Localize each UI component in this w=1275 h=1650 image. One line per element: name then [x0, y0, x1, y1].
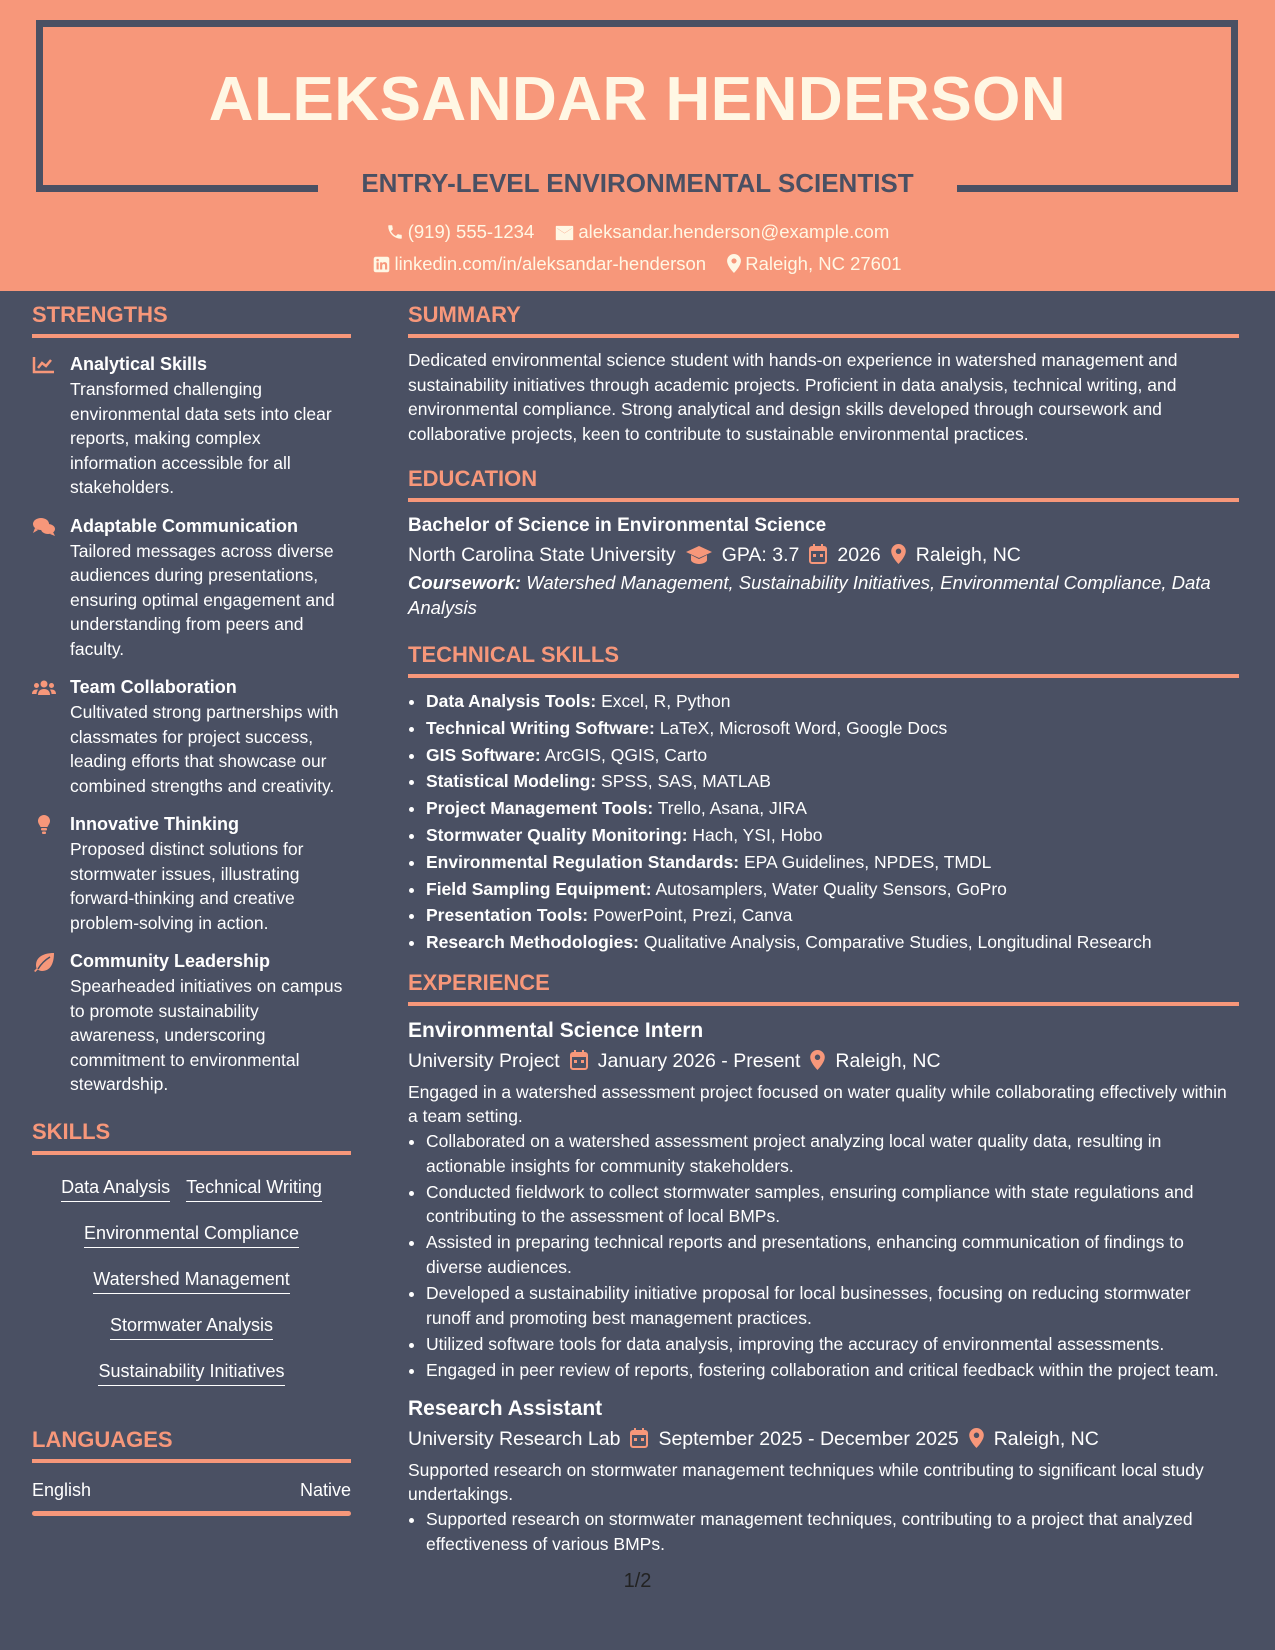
coursework: [408, 570, 1239, 620]
strength-title: Adaptable Communication: [70, 515, 299, 536]
phone-icon: [386, 223, 404, 241]
strength-desc: Transformed challenging environmental data sets into clear reports, making complex information accessible for all stakeholders.: [70, 379, 332, 497]
job-summary: Supported research on stormwater management techniques while contributing to significant local study undertakings.: [408, 1459, 1204, 1505]
phone-text: (919) 555-1234: [407, 221, 535, 242]
coursework-list: Watershed Management, Sustainability Initiatives, Environmental Compliance, Data Analysis: [408, 572, 1211, 618]
skill-label: Presentation Tools:: [426, 905, 589, 926]
linkedin-text: linkedin.com/in/aleksandar-henderson: [394, 253, 707, 274]
skill-value: Trello, Asana, JIRA: [657, 798, 807, 819]
list-item: [426, 876, 1239, 903]
skill-tag: Data Analysis: [61, 1175, 170, 1202]
job-position: Environmental Science Intern: [408, 1018, 704, 1042]
list-item: [426, 849, 1239, 876]
skill-value: LaTeX, Microsoft Word, Google Docs: [659, 717, 948, 738]
skill-label: GIS Software:: [426, 744, 541, 765]
skills-heading: SKILLS: [32, 1117, 351, 1155]
page-number: 1/2: [623, 1570, 652, 1592]
strength-item: [32, 514, 351, 662]
strength-item: [32, 949, 351, 1097]
strength-title: Innovative Thinking: [70, 814, 240, 834]
skill-value: SPSS, SAS, MATLAB: [601, 771, 771, 792]
skill-label: Field Sampling Equipment:: [426, 878, 652, 899]
language-name: English: [32, 1479, 92, 1500]
languages-heading: LANGUAGES: [32, 1425, 351, 1463]
skill-value: PowerPoint, Prezi, Canva: [592, 905, 793, 926]
contact-row: [0, 219, 1275, 245]
users-icon: [32, 678, 56, 698]
envelope-icon: [555, 225, 574, 241]
right-column: [408, 300, 1239, 1558]
strengths-heading: STRENGTHS: [32, 300, 351, 338]
calendar-icon: [570, 1050, 588, 1070]
left-column: [32, 300, 351, 1516]
list-item: [426, 688, 1239, 715]
skill-tag: Sustainability Initiatives: [98, 1359, 284, 1386]
skill-value: Qualitative Analysis, Comparative Studies, Longitudinal Research: [643, 932, 1152, 953]
list-item: [426, 715, 1239, 742]
language-level: Native: [299, 1479, 351, 1500]
job-meta: [408, 1046, 1239, 1076]
job-summary: Engaged in a watershed assessment project focused on water quality while collaborating effectively within a team setting.: [408, 1081, 1227, 1127]
skill-tag: Environmental Compliance: [84, 1221, 299, 1248]
list-item: [426, 795, 1239, 822]
coursework-label: Coursework:: [408, 572, 522, 593]
list-item: • Collaborated on a watershed assessment project analyzing local water quality data, resulting in actionable insights for community stakeholders.: [426, 1129, 1239, 1178]
contact-row-2: [0, 251, 1275, 277]
strength-item: [32, 675, 351, 798]
strength-title: Team Collaboration: [70, 677, 237, 697]
language-row: [32, 1473, 351, 1503]
job-dates: January 2026 - Present: [597, 1049, 801, 1072]
job-bullets: [408, 1507, 1239, 1556]
skill-label: Environmental Regulation Standards:: [426, 851, 740, 872]
skill-label: Technical Writing Software:: [426, 717, 655, 738]
strength-desc: Cultivated strong partnerships with classmates for project success, leading efforts that showcase our combined strengths and creativity.: [70, 702, 339, 796]
school-location: Raleigh, NC: [915, 544, 1021, 566]
list-item: • Utilized software tools for data analysis, improving the accuracy of environmental assessments.: [426, 1332, 1239, 1357]
skill-label: Research Methodologies:: [426, 932, 639, 953]
strength-desc: Tailored messages across diverse audiences during presentations, ensuring optimal engagement and understanding from peers and faculty.: [70, 540, 335, 659]
list-item: • Developed a sustainability initiative proposal for local businesses, focusing on reducing stormwater runoff and promoting best management practices.: [426, 1281, 1239, 1330]
education-heading: EDUCATION: [408, 464, 1239, 502]
skill-value: ArcGIS, QGIS, Carto: [544, 744, 708, 765]
list-item: [426, 902, 1239, 929]
education-meta: [408, 540, 1239, 570]
email-text: aleksandar.henderson@example.com: [578, 221, 890, 242]
job-location: Raleigh, NC: [993, 1427, 1099, 1450]
location-contact: [727, 251, 901, 277]
linkedin-icon: [373, 256, 390, 273]
calendar-icon: [630, 1428, 648, 1448]
strength-item: [32, 812, 351, 935]
skill-value: Excel, R, Python: [601, 691, 731, 711]
skills-list: [32, 1165, 351, 1399]
list-item: • Engaged in peer review of reports, fostering collaboration and critical feedback within the project team.: [426, 1358, 1239, 1383]
experience-heading: EXPERIENCE: [408, 968, 1239, 1006]
technical-skills-heading: TECHNICAL SKILLS: [408, 640, 1239, 678]
map-marker-icon: [969, 1428, 984, 1448]
header-frame: [36, 20, 1238, 27]
job-title: ENTRY-LEVEL ENVIRONMENTAL SCIENTIST: [361, 168, 914, 198]
strength-item: [32, 352, 351, 500]
strength-desc: Proposed distinct solutions for stormwater issues, illustrating forward-thinking and creative problem-solving in action.: [70, 839, 304, 933]
graduation-year: 2026: [837, 544, 881, 566]
list-item: [426, 768, 1239, 795]
chart-line-icon: [32, 355, 56, 375]
job-location: Raleigh, NC: [835, 1049, 941, 1072]
skill-value: Hach, YSI, Hobo: [692, 824, 823, 845]
job-meta: [408, 1424, 1239, 1454]
list-item: • Conducted fieldwork to collect stormwater samples, ensuring compliance with state regulations and contributing to the assessment of local BMPs.: [426, 1180, 1239, 1229]
strength-title: Community Leadership: [70, 951, 271, 971]
graduation-cap-icon: [686, 546, 712, 564]
skill-tag: Technical Writing: [186, 1175, 322, 1202]
job-dates: September 2025 - December 2025: [658, 1427, 959, 1450]
calendar-icon: [809, 544, 827, 564]
summary-heading: SUMMARY: [408, 300, 1239, 338]
job-position: Research Assistant: [408, 1396, 603, 1420]
gpa-text: GPA: 3.7: [721, 544, 800, 566]
skill-value: Autosamplers, Water Quality Sensors, GoPro: [655, 878, 1007, 899]
linkedin-contact[interactable]: [373, 251, 706, 277]
skill-label: Data Analysis Tools:: [426, 691, 597, 711]
lightbulb-icon: [32, 815, 56, 835]
map-marker-icon: [810, 1050, 825, 1070]
phone-contact[interactable]: [386, 219, 535, 245]
skill-label: Project Management Tools:: [426, 798, 654, 819]
strength-desc: Spearheaded initiatives on campus to promote sustainability awareness, underscoring commitment to environmental stewardship.: [70, 976, 343, 1094]
skill-value: EPA Guidelines, NPDES, TMDL: [743, 851, 992, 872]
leaf-icon: [32, 952, 56, 972]
map-marker-icon: [891, 544, 906, 564]
summary-text: Dedicated environmental science student with hands-on experience in watershed management and sustainability initiatives through academic projects. Proficient in data analysis, technical writing, and environmental compliance. Strong analytical and design skills developed through coursework and collaborative projects, keen to contribute to sustainable environmental practices.: [408, 350, 1178, 444]
map-marker-icon: [727, 254, 741, 273]
strength-title: Analytical Skills: [70, 354, 208, 374]
skill-tag: Watershed Management: [93, 1267, 289, 1294]
skill-label: Stormwater Quality Monitoring:: [426, 824, 688, 845]
language-level-bar: [32, 1511, 351, 1516]
school-name: North Carolina State University: [408, 544, 676, 566]
list-item: [426, 822, 1239, 849]
header-banner: [0, 0, 1275, 291]
list-item: [426, 742, 1239, 769]
list-item: • Assisted in preparing technical reports and presentations, enhancing communication of findings to diverse audiences.: [426, 1230, 1239, 1279]
candidate-name: ALEKSANDAR HENDERSON: [208, 65, 1067, 134]
location-text: Raleigh, NC 27601: [745, 253, 902, 274]
list-item: • Supported research on stormwater management techniques, contributing to a project that analyzed effectiveness of various BMPs.: [426, 1507, 1239, 1556]
technical-skills-list: [408, 688, 1239, 956]
list-item: [426, 929, 1239, 956]
email-contact[interactable]: [555, 219, 889, 245]
skill-tag: Stormwater Analysis: [110, 1313, 273, 1340]
job-org: University Research Lab: [408, 1427, 621, 1450]
skill-label: Statistical Modeling:: [426, 771, 597, 792]
job-bullets: [408, 1129, 1239, 1382]
degree-title: Bachelor of Science in Environmental Science: [408, 515, 827, 536]
job-org: University Project: [408, 1049, 560, 1072]
comments-icon: [32, 517, 56, 537]
